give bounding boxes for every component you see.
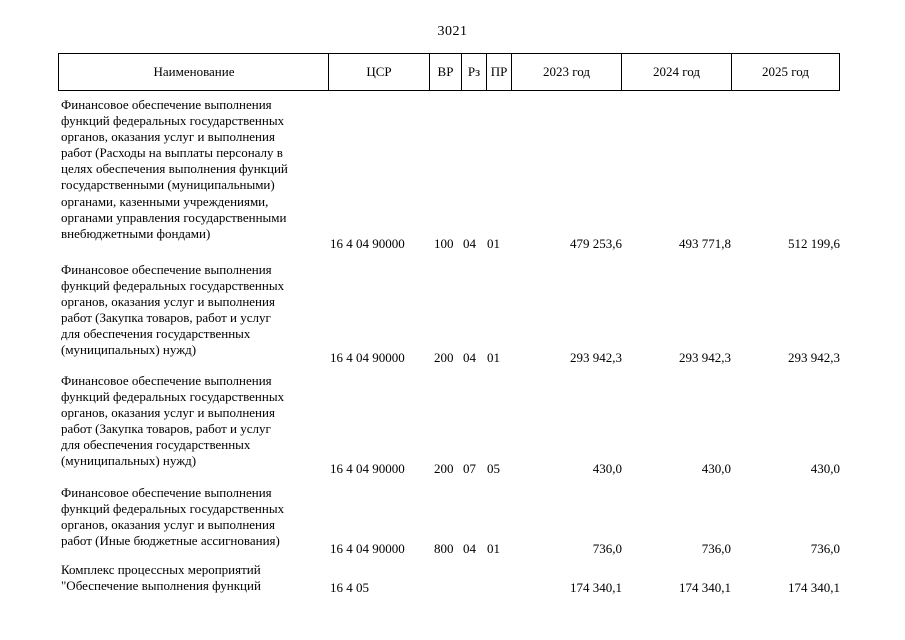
row-name-line: работ (Расходы на выплаты персоналу в [61, 145, 283, 161]
row-value-2024: 174 340,1 [679, 580, 731, 595]
row-name-line: целях обеспечения выполнения функций [61, 161, 288, 177]
row-name-line: органами, казенными учреждениями, [61, 193, 269, 209]
table-row [0, 485, 905, 557]
row-name-line: Финансовое обеспечение выполнения [61, 373, 272, 388]
row-value-2023: 430,0 [592, 461, 622, 476]
header-2023: 2023 год [543, 64, 590, 79]
row-name-line: государственными (муниципальными) [61, 177, 275, 193]
row-value-2025: 430,0 [810, 461, 840, 476]
row-name-line: для обеспечения государственных [61, 326, 251, 342]
row-value-2025: 736,0 [810, 541, 840, 556]
row-value-2025: 293 942,3 [788, 350, 840, 365]
row-name-line: органов, оказания услуг и выполнения [61, 129, 275, 145]
row-rz: 04 [463, 350, 476, 365]
row-name-line: органов, оказания услуг и выполнения [61, 294, 275, 310]
row-csr: 16 4 04 90000 [330, 461, 405, 476]
row-rz: 07 [463, 461, 476, 476]
row-value-2024: 736,0 [701, 541, 731, 556]
row-value-2024: 293 942,3 [679, 350, 731, 365]
row-csr: 16 4 04 90000 [330, 350, 405, 365]
row-name-line: функций федеральных государственных [61, 501, 285, 517]
row-name-line: Финансовое обеспечение выполнения [61, 485, 272, 500]
row-name-line: работ (Закупка товаров, работ и услуг [61, 421, 271, 437]
row-name-line: Комплекс процессных мероприятий [61, 562, 261, 577]
row-name-line: (муниципальных) нужд) [61, 342, 197, 358]
row-name-line: функций федеральных государственных [61, 113, 285, 129]
row-name-line: органов, оказания услуг и выполнения [61, 405, 275, 421]
table-row [0, 97, 905, 252]
row-name-line: внебюджетными фондами) [61, 225, 211, 241]
row-rz: 04 [463, 541, 476, 556]
row-value-2025: 512 199,6 [788, 236, 840, 251]
header-rz: Рз [467, 64, 481, 79]
row-pr: 01 [487, 236, 500, 251]
row-vr: 200 [434, 461, 454, 476]
row-name [61, 262, 327, 359]
row-csr: 16 4 04 90000 [330, 541, 405, 556]
header-csr: ЦСР [366, 64, 392, 79]
row-csr: 16 4 05 [330, 580, 369, 595]
table-header [58, 53, 840, 91]
table-row [0, 562, 905, 596]
row-name-line: (муниципальных) нужд) [61, 453, 197, 469]
row-name-line: работ (Закупка товаров, работ и услуг [61, 310, 271, 326]
row-pr: 01 [487, 350, 500, 365]
row-value-2024: 430,0 [701, 461, 731, 476]
header-name: Наименование [153, 64, 235, 79]
row-name-line: функций федеральных государственных [61, 389, 285, 405]
row-value-2025: 174 340,1 [788, 580, 840, 595]
row-value-2023: 479 253,6 [570, 236, 622, 251]
row-name [61, 97, 327, 242]
header-2024: 2024 год [653, 64, 700, 79]
row-pr: 01 [487, 541, 500, 556]
row-csr: 16 4 04 90000 [330, 236, 405, 251]
row-vr: 100 [434, 236, 454, 251]
row-name [61, 485, 327, 549]
header-2025: 2025 год [762, 64, 809, 79]
row-name-line: Финансовое обеспечение выполнения [61, 97, 272, 112]
row-value-2024: 493 771,8 [679, 236, 731, 251]
row-value-2023: 293 942,3 [570, 350, 622, 365]
table-row [0, 262, 905, 366]
header-pr: ПР [490, 64, 508, 79]
row-name [61, 373, 327, 470]
header-vr: ВР [437, 64, 454, 79]
row-name-line: "Обеспечение выполнения функций [61, 578, 261, 594]
row-name [61, 562, 327, 594]
row-pr: 05 [487, 461, 500, 476]
table-row [0, 373, 905, 477]
row-value-2023: 736,0 [592, 541, 622, 556]
row-value-2023: 174 340,1 [570, 580, 622, 595]
row-vr: 200 [434, 350, 454, 365]
row-rz: 04 [463, 236, 476, 251]
row-name-line: функций федеральных государственных [61, 278, 285, 294]
row-name-line: органов, оказания услуг и выполнения [61, 517, 275, 533]
row-name-line: Финансовое обеспечение выполнения [61, 262, 272, 277]
row-vr: 800 [434, 541, 454, 556]
row-name-line: органами управления государственными [61, 209, 287, 225]
row-name-line: работ (Иные бюджетные ассигнования) [61, 533, 280, 549]
row-name-line: для обеспечения государственных [61, 437, 251, 453]
page-number: 3021 [437, 24, 468, 39]
